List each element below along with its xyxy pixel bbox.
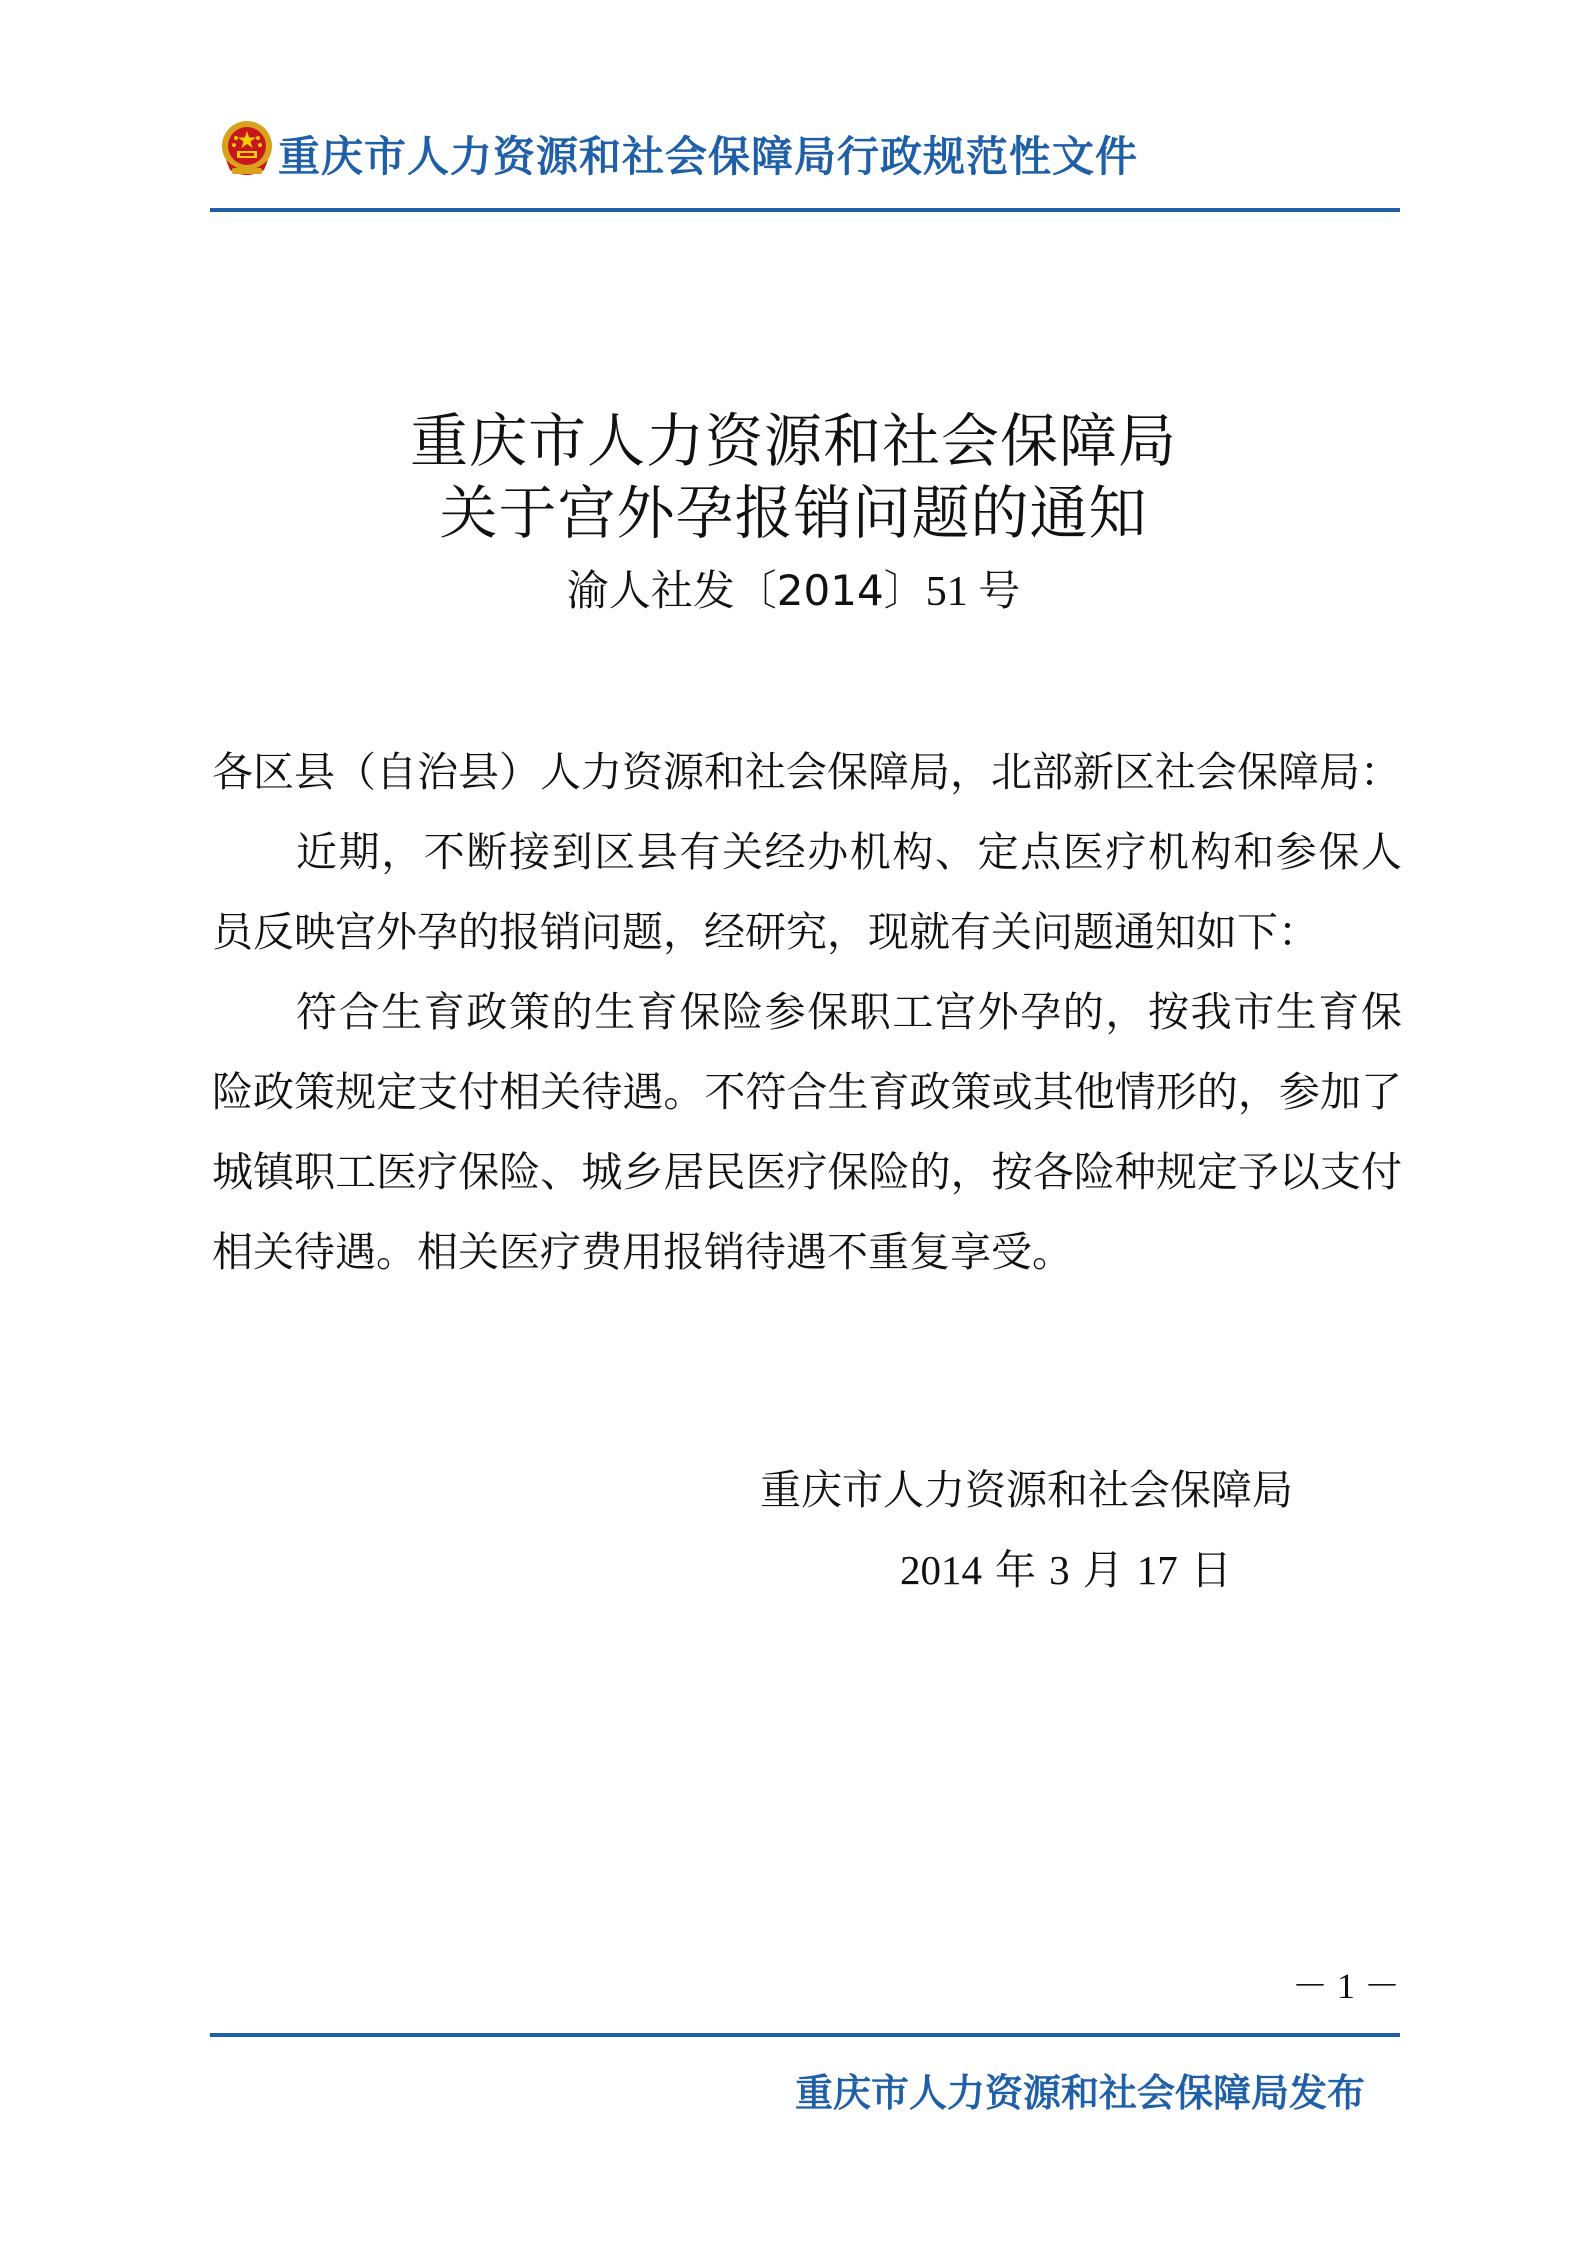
date-month: 3 bbox=[1049, 1547, 1070, 1593]
document-number-year: 〔2014〕 bbox=[734, 566, 926, 615]
document-title-block bbox=[0, 405, 1587, 620]
date-year: 2014 bbox=[900, 1547, 982, 1593]
header-title: 重庆市人力资源和社会保障局行政规范性文件 bbox=[278, 132, 1139, 181]
document-body bbox=[212, 732, 1402, 1292]
date-day-unit: 日 bbox=[1190, 1546, 1232, 1594]
document-number-prefix: 渝人社发 bbox=[566, 566, 735, 615]
document-title-line-2: 关于宫外孕报销问题的通知 bbox=[439, 479, 1148, 547]
date-year-unit: 年 bbox=[995, 1546, 1037, 1594]
salutation-paragraph: 各区县（自治县）人力资源和社会保障局，北部新区社会保障局： bbox=[212, 748, 1401, 796]
signature-organization: 重庆市人力资源和社会保障局 bbox=[760, 1466, 1293, 1514]
footer-divider bbox=[210, 2033, 1400, 2037]
date-day: 17 bbox=[1136, 1547, 1178, 1593]
document-number bbox=[0, 563, 1587, 620]
document-title-line-1: 重庆市人力资源和社会保障局 bbox=[409, 407, 1177, 475]
header-divider bbox=[210, 208, 1400, 212]
document-number-seq: 51 bbox=[925, 569, 968, 615]
document-number-suffix: 号 bbox=[978, 566, 1021, 615]
body-paragraph: 近期，不断接到区县有关经办机构、定点医疗机构和参保人员反映宫外孕的报销问题，经研究，现就有关问题通知如下： bbox=[212, 828, 1402, 956]
body-paragraph: 符合生育政策的生育保险参保职工宫外孕的，按我市生育保险政策规定支付相关待遇。不符合生育政策或其他情形的，参加了城镇职工医疗保险、城乡居民医疗保险的，按各险种规定予以支付相关待遇。相关医疗费用报销待遇不重复享受。 bbox=[212, 988, 1402, 1276]
footer-publisher: 重庆市人力资源和社会保障局发布 bbox=[794, 2071, 1365, 2115]
document-header bbox=[210, 110, 1400, 220]
signature-date bbox=[900, 1530, 1232, 1610]
page-number: － 1 － bbox=[1291, 1966, 1400, 2006]
signature-block bbox=[760, 1450, 1360, 1594]
date-month-unit: 月 bbox=[1082, 1546, 1124, 1594]
national-emblem-icon bbox=[218, 118, 276, 180]
